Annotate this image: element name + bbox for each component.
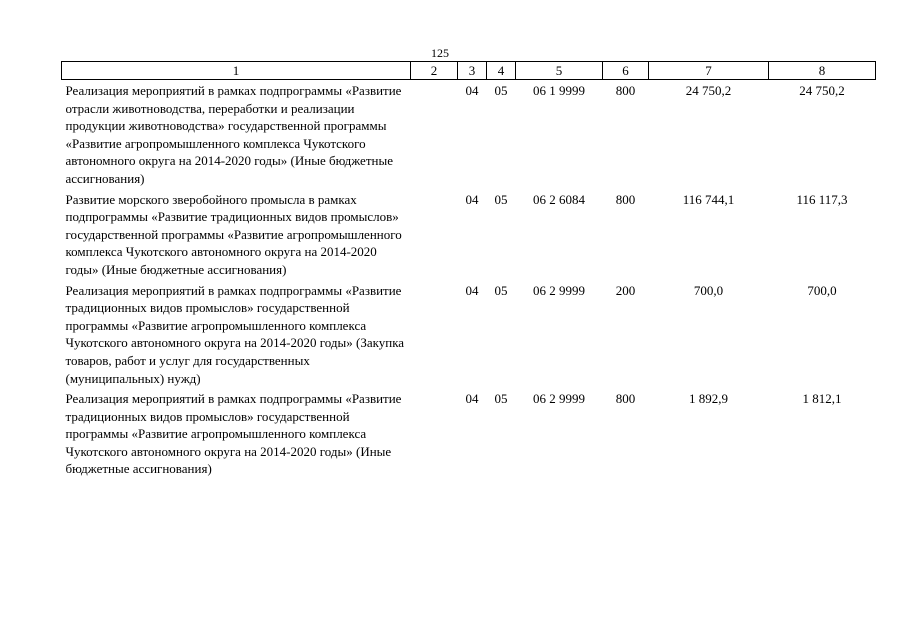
column-header-8: 8 xyxy=(769,62,876,80)
row-col5: 06 2 9999 xyxy=(533,391,585,407)
row-col7: 700,0 xyxy=(693,282,724,298)
row-col6: 800 xyxy=(615,83,636,98)
row-name: Реализация мероприятий в рамках подпрограммы «Развитие отрасли животноводства, переработки и реализации продукции животноводства» государственной программы «Развитие агропромышленного комплекса Чукотского автономного округа на 2014-2020 годы» (Иные бюджетные ассигнования) xyxy=(65,83,402,186)
table-row xyxy=(62,80,876,191)
row-col5: 06 1 9999 xyxy=(533,83,585,98)
column-header-4: 4 xyxy=(487,62,516,80)
column-header-6: 6 xyxy=(603,62,649,80)
table-row xyxy=(62,282,876,391)
row-col3: 04 xyxy=(465,83,479,98)
row-col7: 24 750,2 xyxy=(685,83,732,98)
row-col4: 05 xyxy=(494,282,508,298)
row-col5: 06 2 6084 xyxy=(533,191,585,207)
row-col2 xyxy=(411,282,458,391)
column-header-5: 5 xyxy=(516,62,603,80)
row-col6: 800 xyxy=(615,191,636,207)
page-number: 125 xyxy=(431,46,449,60)
row-col4: 05 xyxy=(494,391,508,407)
row-col8: 116 117,3 xyxy=(796,191,848,207)
row-col6: 800 xyxy=(615,391,636,407)
row-col3: 04 xyxy=(465,191,479,207)
row-col3: 04 xyxy=(465,282,479,298)
row-col6: 200 xyxy=(615,282,636,298)
row-col4: 05 xyxy=(494,191,508,207)
row-col2 xyxy=(411,390,458,481)
row-col7: 116 744,1 xyxy=(682,191,735,207)
row-col7: 1 892,9 xyxy=(689,391,728,407)
row-name: Реализация мероприятий в рамках подпрограммы «Развитие традиционных видов промыслов» государственной программы «Развитие агропромышленного комплекса Чукотского автономного округа на 2014-2020 годы» (Закупка товаров, работ и услуг для государственных (муниципальных) нужд) xyxy=(65,282,405,386)
column-header-2: 2 xyxy=(411,62,458,80)
row-col3: 04 xyxy=(465,391,479,407)
row-col4: 05 xyxy=(494,83,508,98)
row-name: Реализация мероприятий в рамках подпрограммы «Развитие традиционных видов промыслов» государственной программы «Развитие агропромышленного комплекса Чукотского автономного округа на 2014-2020 годы» (Иные бюджетные ассигнования) xyxy=(65,391,402,477)
row-col2 xyxy=(411,80,458,191)
row-col8: 24 750,2 xyxy=(799,83,845,98)
row-col2 xyxy=(411,191,458,282)
row-col8: 700,0 xyxy=(807,282,837,298)
column-header-7: 7 xyxy=(649,62,769,80)
header-row xyxy=(62,62,876,80)
row-col8: 1 812,1 xyxy=(802,391,842,407)
row-col5: 06 2 9999 xyxy=(533,282,585,298)
table-row xyxy=(62,191,876,282)
row-name: Развитие морского зверобойного промысла в рамках подпрограммы «Развитие традиционных видов промыслов» государственной программы «Развитие агропромышленного комплекса Чукотского автономного округа на 2014-2020 годы» (Иные бюджетные ассигнования) xyxy=(65,191,402,277)
budget-table xyxy=(61,61,876,481)
column-header-1: 1 xyxy=(62,62,411,80)
column-header-3: 3 xyxy=(458,62,487,80)
table-row xyxy=(62,390,876,481)
